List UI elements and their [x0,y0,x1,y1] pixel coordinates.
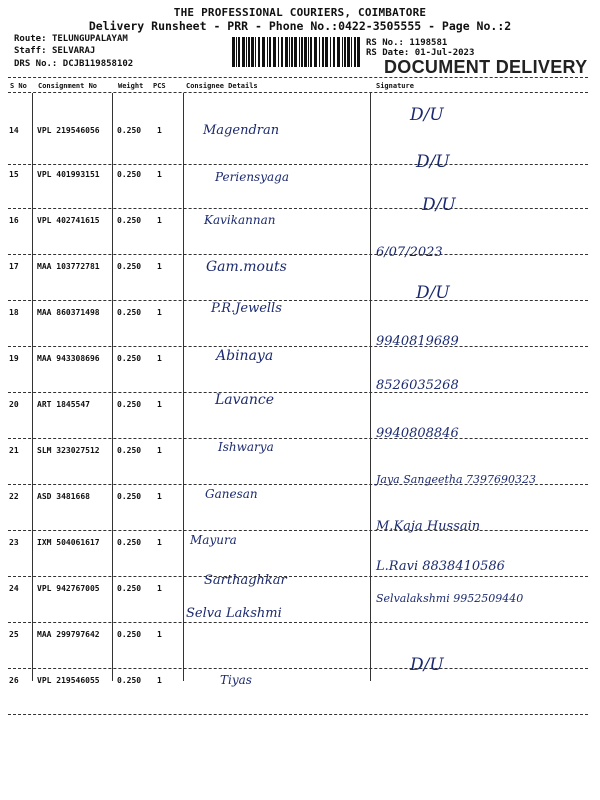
row-consignment-no: MAA 943308696 [37,354,100,363]
drs-value: DCJB119858102 [62,59,134,69]
row-pcs: 1 [157,354,162,363]
rs-no-line [366,38,447,48]
barcode-bar [285,37,288,67]
row-signature: D/U [410,105,444,125]
row-signature: Jaya Sangeetha 7397690323 [376,473,537,486]
barcode-bar [281,37,283,67]
barcode-bar [278,37,279,67]
row-consignee-name: Periensyaga [215,170,289,184]
barcode-bar [267,37,268,67]
row-pcs: 1 [157,584,162,593]
row-pcs: 1 [157,170,162,179]
route-line [14,34,128,44]
barcode-bar [344,37,346,67]
barcode-bar [314,37,317,67]
rs-no-label: RS No.: [366,38,404,48]
col-divider [32,93,33,681]
barcode-bar [304,37,307,67]
row-sno: 26 [9,676,19,685]
row-consignee-name: Mayura [190,533,237,547]
barcode-bar [357,37,360,67]
col-divider [183,93,184,681]
row-weight: 0.250 [117,308,142,317]
barcode-bar [248,37,250,67]
staff-label: Staff: [14,46,47,56]
row-pcs: 1 [157,308,162,317]
runsheet-subtitle: Delivery Runsheet - PRR - Phone No.:0422-3505555 - Page No.:2 [88,19,512,33]
row-weight: 0.250 [117,216,142,225]
row-signature: 9940819689 [376,334,459,349]
row-divider [8,714,588,715]
header-bottom-rule [8,92,588,93]
drs-label: DRS No.: [14,59,58,69]
row-pcs: 1 [157,630,162,639]
barcode [232,37,360,67]
barcode-bar [351,37,352,67]
row-pcs: 1 [157,446,162,455]
row-consignment-no: MAA 299797642 [37,630,100,639]
row-divider [8,530,588,531]
row-consignee-name: Abinaya [216,348,274,364]
row-sno: 18 [9,308,19,317]
col-header-weight: Weight [118,82,144,90]
barcode-bar [299,37,300,67]
row-consignment-no: MAA 103772781 [37,262,100,271]
row-divider [8,668,588,669]
row-sno: 14 [9,126,19,135]
col-divider [112,93,113,681]
row-divider [8,622,588,623]
row-weight: 0.250 [117,676,142,685]
row-consignment-no: VPL 219546056 [37,126,100,135]
barcode-bar [255,37,256,67]
document-delivery-stamp: DOCUMENT DELIVERY [384,57,588,77]
barcode-bar [322,37,324,67]
row-pcs: 1 [157,400,162,409]
col-header-pcs: PCS [153,82,166,90]
row-signature: D/U [410,655,444,675]
row-consignee-name: Gam.mouts [206,259,287,275]
route-label: Route: [14,34,47,44]
barcode-bar [242,37,245,67]
row-sno: 25 [9,630,19,639]
row-divider [8,300,588,301]
row-pcs: 1 [157,492,162,501]
row-pcs: 1 [157,538,162,547]
row-consignee-name: Lavance [215,392,275,408]
row-weight: 0.250 [117,584,142,593]
row-consignee-name: Tiyas [220,673,252,687]
row-pcs: 1 [157,262,162,271]
staff-line [14,46,95,56]
barcode-bar [262,37,265,67]
row-divider [8,346,588,347]
barcode-bar [232,37,235,67]
row-pcs: 1 [157,676,162,685]
row-signature: D/U [416,283,450,303]
row-pcs: 1 [157,216,162,225]
row-signature: Selvalakshmi 9952509440 [376,592,524,605]
row-divider [8,208,588,209]
barcode-bar [308,37,309,67]
row-sno: 20 [9,400,19,409]
company-name: THE PROFESSIONAL COURIERS, COIMBATORE [173,6,427,19]
col-header-signature: Signature [376,82,414,90]
barcode-bar [330,37,331,67]
barcode-bar [347,37,350,67]
row-sno: 22 [9,492,19,501]
row-weight: 0.250 [117,170,142,179]
row-signature: L.Ravi 8838410586 [376,559,505,574]
row-sno: 23 [9,538,19,547]
staff-value: SELVARAJ [51,46,96,56]
header-top-rule [8,77,588,78]
barcode-bar [273,37,276,67]
row-divider [8,576,588,577]
rs-no-value: 1198581 [409,38,448,48]
barcode-bar [325,37,328,67]
barcode-bar [236,37,237,67]
barcode-bar [251,37,254,67]
barcode-bar [258,37,260,67]
col-header-consignee: Consignee Details [186,82,258,90]
barcode-bar [289,37,290,67]
row-consignment-no: ART 1845547 [37,400,90,409]
row-signature: 6/07/2023 [376,245,443,260]
row-sno: 24 [9,584,19,593]
barcode-bar [342,37,343,67]
row-weight: 0.250 [117,400,142,409]
row-weight: 0.250 [117,630,142,639]
row-weight: 0.250 [117,262,142,271]
barcode-bar [269,37,271,67]
rs-date-value: 01-Jul-2023 [414,48,475,58]
row-weight: 0.250 [117,492,142,501]
row-weight: 0.250 [117,446,142,455]
barcode-bar [337,37,340,67]
row-consignment-no: VPL 219546055 [37,676,100,685]
row-consignment-no: ASD 3481668 [37,492,90,501]
row-signature: D/U [416,152,450,172]
row-consignment-no: VPL 401993151 [37,170,100,179]
drs-line [14,59,133,69]
row-divider [8,392,588,393]
barcode-bar [301,37,303,67]
row-divider [8,254,588,255]
route-value: TELUNGUPALAYAM [51,34,128,44]
barcode-bar [291,37,293,67]
row-consignee-name: Sarthaghkar [204,573,287,588]
row-sno: 21 [9,446,19,455]
row-signature: M.Kaja Hussain [376,519,481,534]
barcode-bar [310,37,312,67]
row-weight: 0.250 [117,354,142,363]
row-sno: 17 [9,262,19,271]
row-consignee-name: Kavikannan [204,213,276,227]
rs-date-label: RS Date: [366,48,410,58]
row-consignment-no: VPL 402741615 [37,216,100,225]
barcode-bar [246,37,247,67]
row-pcs: 1 [157,126,162,135]
row-consignment-no: MAA 860371498 [37,308,100,317]
row-divider [8,438,588,439]
row-weight: 0.250 [117,538,142,547]
row-divider [8,164,588,165]
row-sno: 19 [9,354,19,363]
row-sno: 16 [9,216,19,225]
row-consignment-no: IXM 504061617 [37,538,100,547]
barcode-bar [354,37,356,67]
barcode-bar [333,37,335,67]
row-signature: 9940808846 [376,426,459,441]
barcode-bar [238,37,240,67]
col-divider [370,93,371,681]
row-signature: 8526035268 [376,378,459,393]
row-consignee-name: Magendran [203,123,280,138]
row-sno: 15 [9,170,19,179]
row-consignee-name: Ganesan [205,487,258,501]
barcode-bar [319,37,320,67]
col-header-sno: S No [10,82,27,90]
row-consignment-no: SLM 323027512 [37,446,100,455]
barcode-bar [294,37,297,67]
row-consignee-name: Selva Lakshmi [186,606,282,621]
row-weight: 0.250 [117,126,142,135]
row-consignee-name: P.R.Jewells [211,301,282,316]
row-signature: D/U [422,195,456,215]
row-consignment-no: VPL 942767005 [37,584,100,593]
col-header-consignment: Consignment No [38,82,98,90]
row-consignee-name: Ishwarya [218,440,274,454]
